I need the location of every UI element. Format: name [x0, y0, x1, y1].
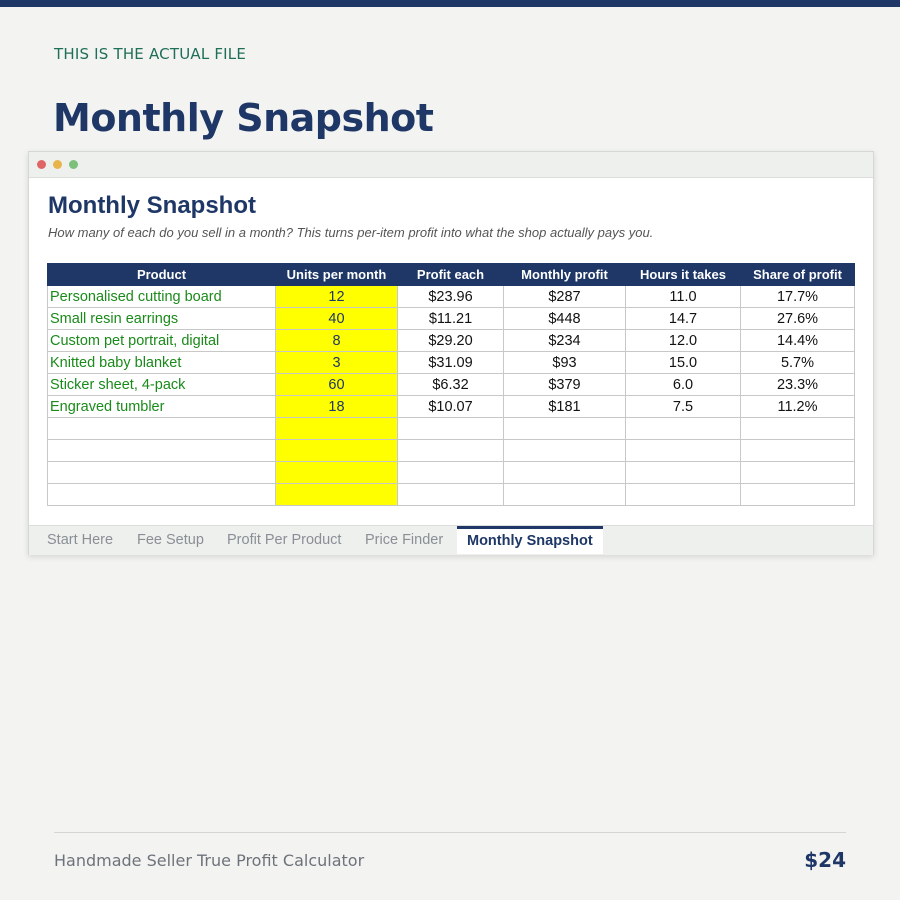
hours-cell[interactable]: 14.7	[626, 308, 741, 330]
top-accent-bar	[0, 0, 900, 7]
monthly-profit-cell[interactable]: $181	[504, 396, 626, 418]
units-input-cell[interactable]: 3	[276, 352, 398, 374]
units-input-cell[interactable]: 40	[276, 308, 398, 330]
product-cell[interactable]	[48, 484, 276, 506]
share-cell[interactable]	[741, 462, 855, 484]
monthly-profit-cell[interactable]	[504, 484, 626, 506]
units-input-cell[interactable]	[276, 462, 398, 484]
units-input-cell[interactable]	[276, 440, 398, 462]
snapshot-table	[47, 263, 855, 506]
tab-price-finder[interactable]: Price Finder	[365, 532, 444, 548]
sheet-tab-bar	[29, 525, 873, 555]
hours-cell[interactable]: 12.0	[626, 330, 741, 352]
monthly-profit-cell[interactable]: $448	[504, 308, 626, 330]
eyebrow-label: THIS IS THE ACTUAL FILE	[54, 45, 247, 63]
profit-each-cell[interactable]	[398, 418, 504, 440]
product-cell[interactable]	[48, 462, 276, 484]
product-cell[interactable]: Sticker sheet, 4-pack	[48, 374, 276, 396]
table-row	[48, 286, 855, 308]
share-cell[interactable]: 23.3%	[741, 374, 855, 396]
hours-cell[interactable]: 6.0	[626, 374, 741, 396]
table-row	[48, 374, 855, 396]
table-row-empty	[48, 418, 855, 440]
share-cell[interactable]: 5.7%	[741, 352, 855, 374]
profit-each-cell[interactable]	[398, 462, 504, 484]
profit-each-cell[interactable]: $6.32	[398, 374, 504, 396]
footer-divider	[54, 832, 846, 833]
monthly-profit-cell[interactable]: $234	[504, 330, 626, 352]
column-header-hours[interactable]: Hours it takes	[626, 264, 741, 286]
product-cell[interactable]	[48, 440, 276, 462]
monthly-profit-cell[interactable]: $379	[504, 374, 626, 396]
table-row	[48, 308, 855, 330]
footer-price: $24	[804, 848, 846, 872]
sheet-title: Monthly Snapshot	[48, 192, 256, 219]
units-input-cell[interactable]: 12	[276, 286, 398, 308]
table-row	[48, 396, 855, 418]
monthly-profit-cell[interactable]	[504, 418, 626, 440]
product-cell[interactable]: Knitted baby blanket	[48, 352, 276, 374]
hours-cell[interactable]: 7.5	[626, 396, 741, 418]
column-header-product[interactable]: Product	[48, 264, 276, 286]
column-header-profit-each[interactable]: Profit each	[398, 264, 504, 286]
table-row-empty	[48, 440, 855, 462]
share-cell[interactable]: 27.6%	[741, 308, 855, 330]
product-cell[interactable]	[48, 418, 276, 440]
units-input-cell[interactable]: 60	[276, 374, 398, 396]
tab-fee-setup[interactable]: Fee Setup	[137, 532, 204, 548]
share-cell[interactable]	[741, 484, 855, 506]
page-title: Monthly Snapshot	[53, 96, 434, 140]
table-header-row	[48, 264, 855, 286]
sheet-subtitle: How many of each do you sell in a month? This turns per-item profit into what the shop actually pays you.	[48, 225, 654, 240]
profit-each-cell[interactable]	[398, 440, 504, 462]
profit-each-cell[interactable]: $29.20	[398, 330, 504, 352]
monthly-profit-cell[interactable]: $93	[504, 352, 626, 374]
column-header-monthly-profit[interactable]: Monthly profit	[504, 264, 626, 286]
hours-cell[interactable]: 11.0	[626, 286, 741, 308]
share-cell[interactable]	[741, 440, 855, 462]
footer-product-name: Handmade Seller True Profit Calculator	[54, 851, 365, 870]
share-cell[interactable]	[741, 418, 855, 440]
product-cell[interactable]: Engraved tumbler	[48, 396, 276, 418]
units-input-cell[interactable]: 8	[276, 330, 398, 352]
units-input-cell[interactable]	[276, 484, 398, 506]
share-cell[interactable]: 17.7%	[741, 286, 855, 308]
profit-each-cell[interactable]: $10.07	[398, 396, 504, 418]
units-input-cell[interactable]: 18	[276, 396, 398, 418]
table-row	[48, 330, 855, 352]
spreadsheet-window	[28, 151, 874, 555]
monthly-profit-cell[interactable]: $287	[504, 286, 626, 308]
share-cell[interactable]: 11.2%	[741, 396, 855, 418]
hours-cell[interactable]	[626, 418, 741, 440]
table-row-empty	[48, 484, 855, 506]
column-header-units[interactable]: Units per month	[276, 264, 398, 286]
product-cell[interactable]: Small resin earrings	[48, 308, 276, 330]
profit-each-cell[interactable]: $31.09	[398, 352, 504, 374]
profit-each-cell[interactable]: $11.21	[398, 308, 504, 330]
monthly-profit-cell[interactable]	[504, 462, 626, 484]
minimize-dot-icon[interactable]	[53, 160, 62, 169]
hours-cell[interactable]: 15.0	[626, 352, 741, 374]
tab-monthly-snapshot[interactable]: Monthly Snapshot	[457, 526, 603, 554]
window-titlebar	[29, 152, 873, 178]
profit-each-cell[interactable]	[398, 484, 504, 506]
close-dot-icon[interactable]	[37, 160, 46, 169]
hours-cell[interactable]	[626, 484, 741, 506]
table-row-empty	[48, 462, 855, 484]
column-header-share[interactable]: Share of profit	[741, 264, 855, 286]
table-row	[48, 352, 855, 374]
monthly-profit-cell[interactable]	[504, 440, 626, 462]
maximize-dot-icon[interactable]	[69, 160, 78, 169]
product-cell[interactable]: Custom pet portrait, digital	[48, 330, 276, 352]
product-cell[interactable]: Personalised cutting board	[48, 286, 276, 308]
profit-each-cell[interactable]: $23.96	[398, 286, 504, 308]
share-cell[interactable]: 14.4%	[741, 330, 855, 352]
tab-start-here[interactable]: Start Here	[47, 532, 114, 548]
hours-cell[interactable]	[626, 462, 741, 484]
hours-cell[interactable]	[626, 440, 741, 462]
units-input-cell[interactable]	[276, 418, 398, 440]
tab-profit-per-product[interactable]: Profit Per Product	[227, 532, 342, 548]
